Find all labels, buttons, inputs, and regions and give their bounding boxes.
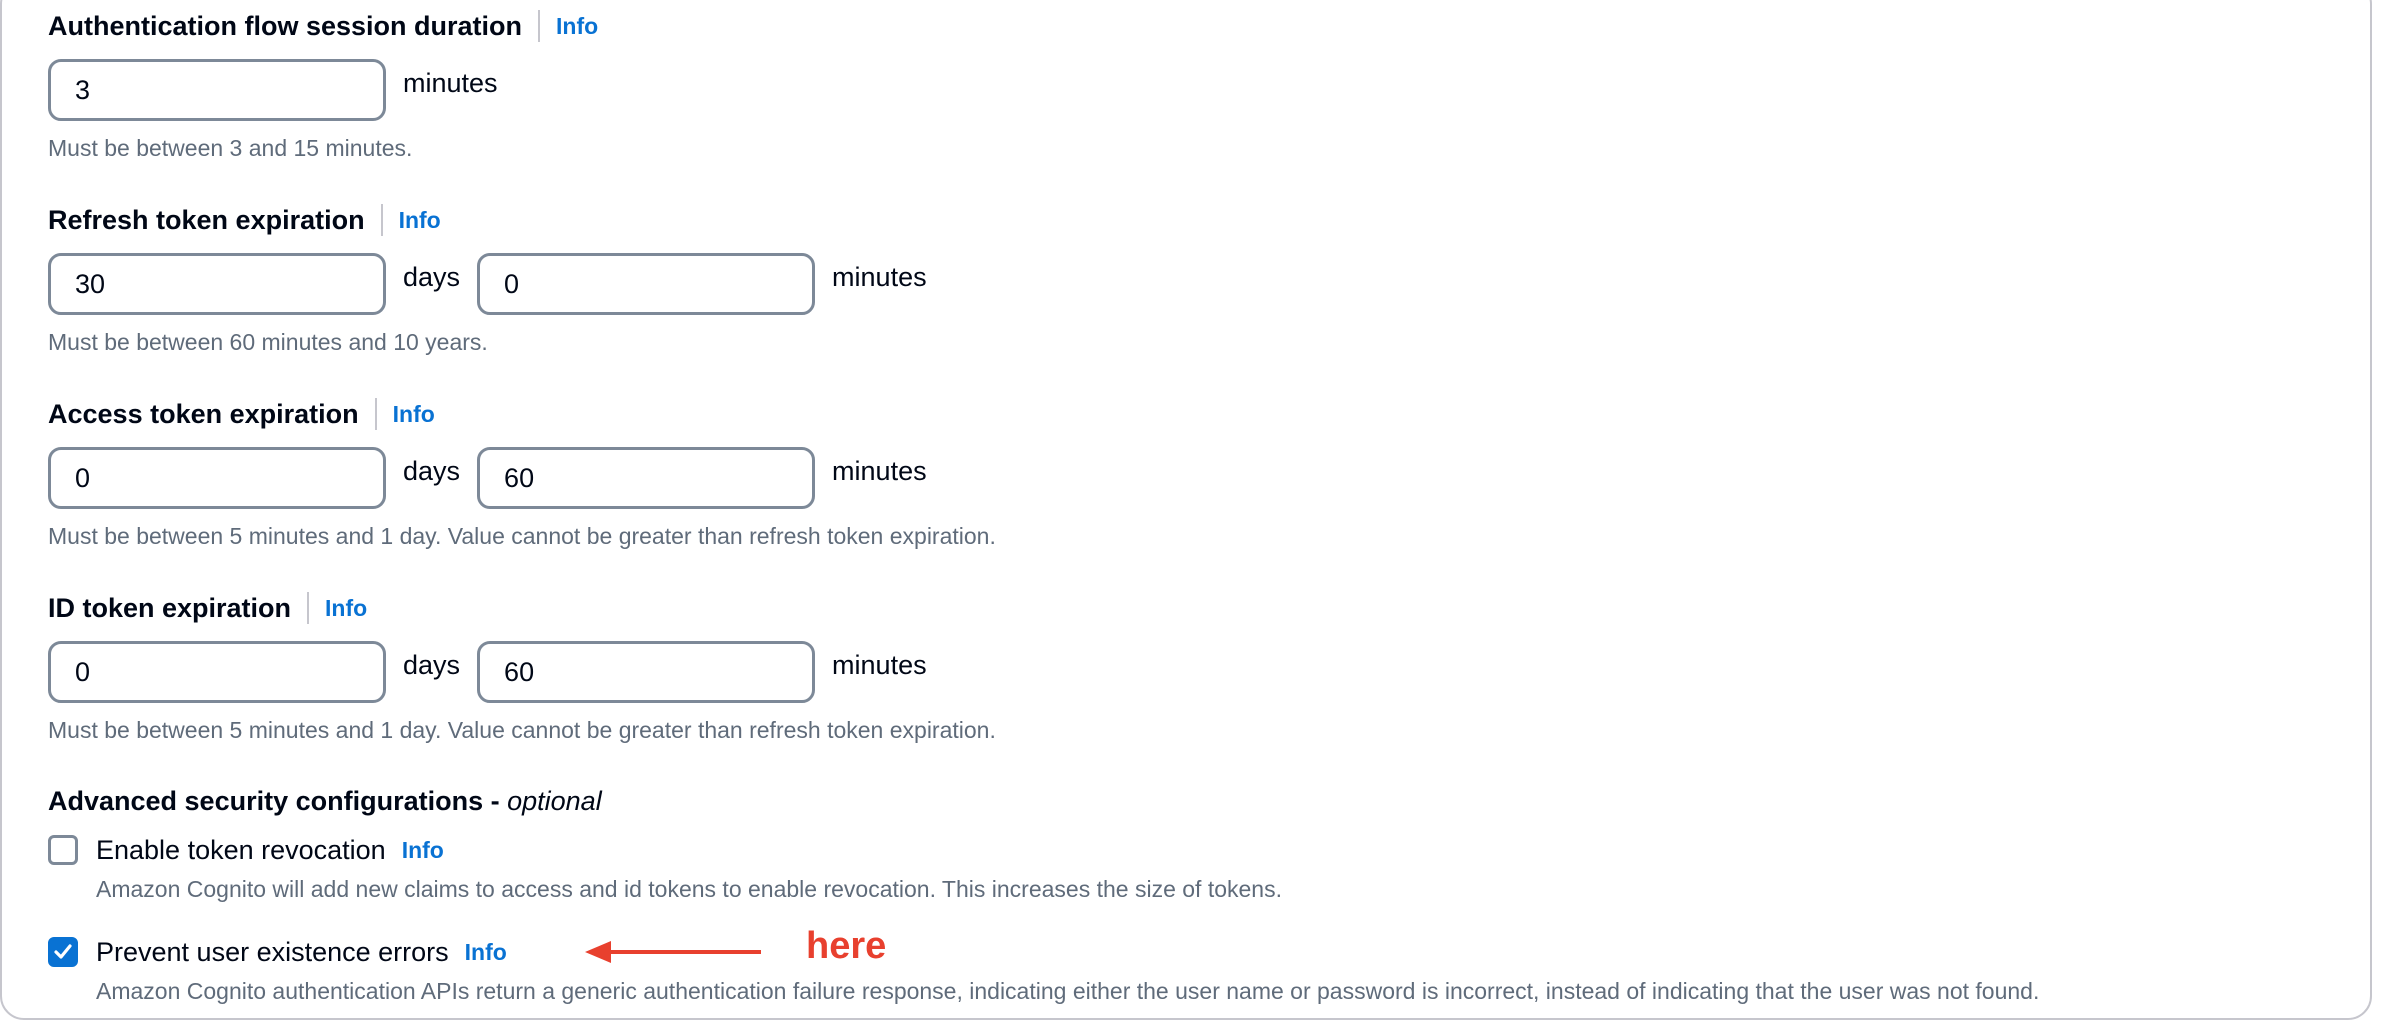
option-label: Prevent user existence errors: [96, 936, 449, 967]
divider: [381, 204, 383, 236]
unit-label: days: [403, 456, 461, 486]
info-link[interactable]: Info: [464, 938, 507, 965]
id-token-expiration-field: [48, 588, 2348, 744]
constraint-text: Must be between 5 minutes and 1 day. Value cannot be greater than refresh token expiration.: [48, 717, 996, 743]
annotation-label: here: [806, 925, 887, 967]
option-description: Amazon Cognito authentication APIs return a generic authentication failure response, indicating either the user name or password is incorrect, instead of indicating that the user was not found.: [96, 978, 2040, 1004]
prevent-user-existence-errors-checkbox[interactable]: [48, 937, 78, 967]
access-token-days-input[interactable]: [48, 447, 386, 509]
unit-label: days: [403, 650, 461, 680]
unit-label: minutes: [832, 650, 927, 680]
id-token-minutes-input[interactable]: [477, 641, 815, 703]
enable-token-revocation-option: [48, 830, 2348, 903]
unit-label: minutes: [832, 262, 927, 292]
id-token-days-input[interactable]: [48, 641, 386, 703]
heading-separator: -: [483, 786, 508, 816]
option-label: Enable token revocation: [96, 834, 386, 865]
advanced-security-heading: [48, 786, 602, 817]
constraint-text: Must be between 3 and 15 minutes.: [48, 135, 413, 161]
field-label: Authentication flow session duration: [48, 10, 523, 41]
checkmark-icon: [53, 942, 73, 962]
divider: [307, 592, 309, 624]
enable-token-revocation-checkbox[interactable]: [48, 835, 78, 865]
option-description: Amazon Cognito will add new claims to access and id tokens to enable revocation. This increases the size of tokens.: [96, 876, 1282, 902]
refresh-token-expiration-field: [48, 200, 2348, 356]
access-token-minutes-input[interactable]: [477, 447, 815, 509]
field-label: ID token expiration: [48, 592, 292, 623]
unit-label: minutes: [403, 68, 498, 98]
auth-flow-session-duration-field: [48, 6, 2348, 162]
left-arrow-icon: [585, 937, 765, 967]
info-link[interactable]: Info: [392, 400, 435, 427]
unit-label: minutes: [832, 456, 927, 486]
optional-tag: optional: [507, 786, 602, 816]
info-link[interactable]: Info: [556, 12, 599, 39]
refresh-token-days-input[interactable]: [48, 253, 386, 315]
heading-text: Advanced security configurations: [48, 786, 484, 816]
divider: [375, 398, 377, 430]
constraint-text: Must be between 5 minutes and 1 day. Value cannot be greater than refresh token expiration.: [48, 523, 996, 549]
field-label: Access token expiration: [48, 398, 359, 429]
session-duration-minutes-input[interactable]: [48, 59, 386, 121]
info-link[interactable]: Info: [398, 206, 441, 233]
divider: [538, 10, 540, 42]
access-token-expiration-field: [48, 394, 2348, 550]
prevent-user-existence-errors-option: [48, 932, 2348, 1005]
field-label: Refresh token expiration: [48, 204, 365, 235]
info-link[interactable]: Info: [325, 594, 368, 621]
info-link[interactable]: Info: [401, 836, 444, 863]
refresh-token-minutes-input[interactable]: [477, 253, 815, 315]
unit-label: days: [403, 262, 461, 292]
constraint-text: Must be between 60 minutes and 10 years.: [48, 329, 488, 355]
